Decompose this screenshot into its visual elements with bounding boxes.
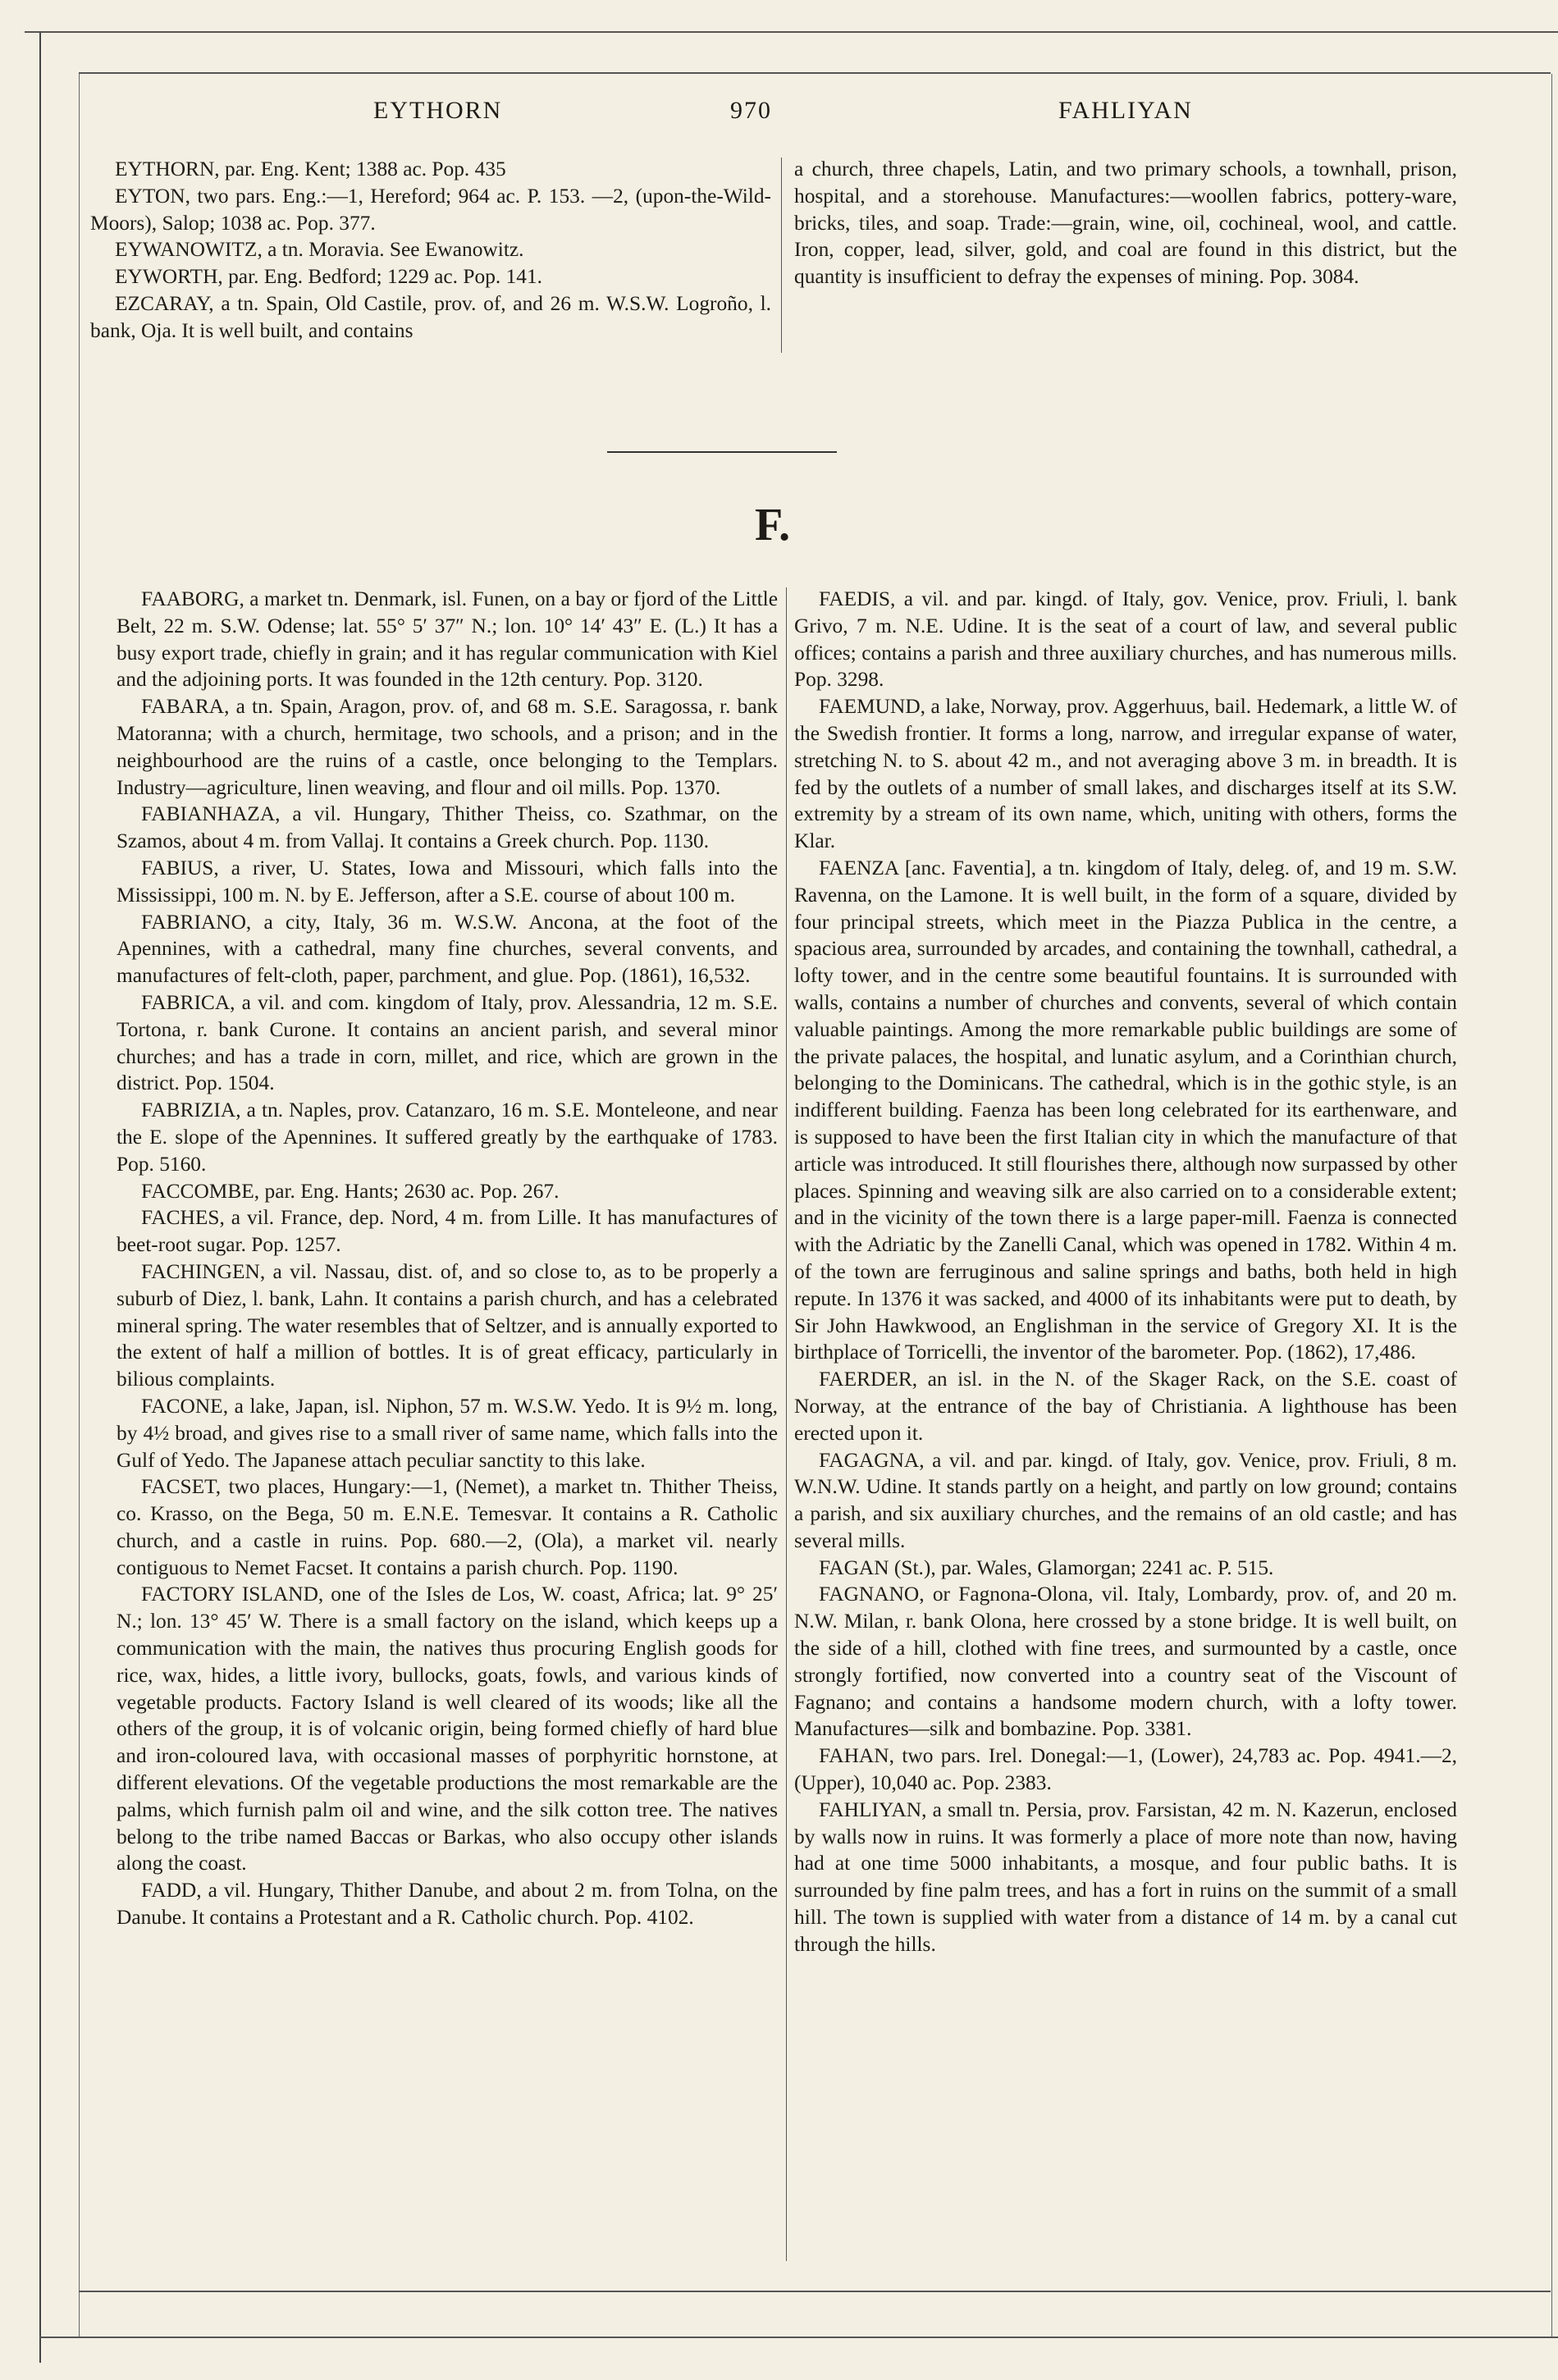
page-number: 970 xyxy=(730,97,772,124)
entry: EYWORTH, par. Eng. Bedford; 1229 ac. Pop. 141. xyxy=(115,265,543,289)
entry: FAEDIS, a vil. and par. kingd. of Italy, gov. Venice, prov. Friuli, l. bank Grivo, 7 m. N.E. Udine. It is the seat of a court of law, and several public offices; contains a parish and three auxiliary churches, and has numerous mills. Pop. 3298. xyxy=(794,587,1457,692)
section-divider-rule xyxy=(607,451,837,453)
entry: a church, three chapels, Latin, and two primary schools, a townhall, prison, hospital, and a storehouse. Manufactures:—woollen fabrics, pottery-ware, bricks, tiles, and soap. Trade:—grain, wine, oil, cochineal, wool, and cattle. Iron, copper, lead, silver, gold, and coal are found in this district, but the quantity is insufficient to defray the expenses of mining. Pop. 3084. xyxy=(794,158,1457,289)
entry: FACTORY ISLAND, one of the Isles de Los, W. coast, Africa; lat. 9° 25′ N.; lon. 13° 45′ W. There is a small factory on the island, which keeps up a communication with the main, the natives thus procuring English goods for rice, wax, hides, a little ivory, bullocks, goats, fowls, and various kinds of vegetable products. Factory Island is well cleared of its woods; like all the others of the group, it is of volcanic origin, being formed chiefly of hard blue and iron-coloured lava, with occasional masses of porphyritic hornstone, at different elevations. Of the vegetable productions the most remarkable are the palms, which furnish palm oil and wine, and the silk cotton tree. The natives belong to the tribe named Baccas or Barkas, who also occupy other islands along the coast. xyxy=(117,1583,778,1875)
main-left-column xyxy=(117,586,778,1931)
entry: EZCARAY, a tn. Spain, Old Castile, prov. of, and 26 m. W.S.W. Logroño, l. bank, Oja. It is well built, and contains xyxy=(90,291,771,342)
entry: EYWANOWITZ, a tn. Moravia. See Ewanowitz. xyxy=(115,238,524,262)
entry: FACHES, a vil. France, dep. Nord, 4 m. from Lille. It has manufactures of beet-root sugar. Pop. 1257. xyxy=(117,1206,778,1257)
entry: FAEMUND, a lake, Norway, prov. Aggerhuus, bail. Hedemark, a little W. of the Swedish frontier. It forms a long, narrow, and irregular expanse of water, stretching N. to S. about 42 m., and not averaging above 3 m. in breadth. It is fed by the outlets of a number of small lakes, and discharges itself at its S.W. extremity by a stream of its own name, which, uniting with others, forms the Klar. xyxy=(794,695,1457,853)
entry: FABARA, a tn. Spain, Aragon, prov. of, and 68 m. S.E. Saragossa, r. bank Matoranna; with a church, hermitage, two schools, and a prison; and in the neighbourhood are the ruins of a castle, once belonging to the Templars. Industry—agriculture, linen weaving, and flour and oil mills. Pop. 1370. xyxy=(117,695,778,799)
entry: FACHINGEN, a vil. Nassau, dist. of, and so close to, as to be properly a suburb of Diez, l. bank, Lahn. It contains a parish church, and has a celebrated mineral spring. The water resembles that of Seltzer, and is annually exported to the extent of half a million of bottles. It is of great efficacy, particularly in bilious complaints. xyxy=(117,1259,778,1391)
top-right-column xyxy=(794,156,1457,290)
running-head-left: EYTHORN xyxy=(373,97,503,124)
section-letter: F. xyxy=(755,500,791,550)
entry: FABRICA, a vil. and com. kingdom of Italy, prov. Alessandria, 12 m. S.E. Tortona, r. bank Curone. It contains an ancient parish, and several minor churches; and has a trade in corn, millet, and rice, which are grown in the district. Pop. 1504. xyxy=(117,990,778,1095)
bottom-rule-outer xyxy=(39,2337,1558,2338)
entry: FAHLIYAN, a small tn. Persia, prov. Farsistan, 42 m. N. Kazerun, enclosed by walls now in ruins. It was formerly a place of more note than now, having had at one time 5000 inhabitants, a mosque, and four public baths. It is surrounded by fine palm trees, and has a fort in ruins on the summit of a small hill. The town is supplied with water from a distance of 14 m. by a canal cut through the hills. xyxy=(794,1798,1457,1956)
entry: FAGAN (St.), par. Wales, Glamorgan; 2241 ac. P. 515. xyxy=(819,1555,1274,1579)
running-head-right: FAHLIYAN xyxy=(1058,97,1193,124)
entry: FABRIZIA, a tn. Naples, prov. Catanzaro, 16 m. S.E. Monteleone, and near the E. slope of the Apennines. It suffered greatly by the earthquake of 1783. Pop. 5160. xyxy=(117,1099,778,1176)
main-right-column xyxy=(794,586,1457,1958)
entry: FABIANHAZA, a vil. Hungary, Thither Theiss, co. Szathmar, on the Szamos, about 4 m. from Vallaj. It contains a Greek church. Pop. 1130. xyxy=(117,802,778,853)
top-column-divider xyxy=(781,158,782,353)
entry: FAERDER, an isl. in the N. of the Skager Rack, on the S.E. coast of Norway, at the entrance of the bay of Christiania. A lighthouse has been erected upon it. xyxy=(794,1368,1457,1445)
entry: FAGAGNA, a vil. and par. kingd. of Italy, gov. Venice, prov. Friuli, 8 m. W.N.W. Udine. It stands partly on a height, and partly on low ground; contains a parish, and six auxiliary churches, and the remains of an old castle; and has several mills. xyxy=(794,1448,1457,1552)
entry: FAGNANO, or Fagnona-Olona, vil. Italy, Lombardy, prov. of, and 20 m. N.W. Milan, r. bank Olona, here crossed by a stone bridge. It is well built, on the side of a hill, clothed with fine trees, and surmounted by a castle, once strongly fortified, now converted into a country seat of the Viscount of Fagnano; and contains a handsome modern church, with a lofty tower. Manufactures—silk and bombazine. Pop. 3381. xyxy=(794,1583,1457,1741)
entry: FADD, a vil. Hungary, Thither Danube, and about 2 m. from Tolna, on the Danube. It contains a Protestant and a R. Catholic church. Pop. 4102. xyxy=(117,1879,778,1930)
entry: EYTON, two pars. Eng.:—1, Hereford; 964 ac. P. 153. —2, (upon-the-Wild-Moors), Salop; 1038 ac. Pop. 377. xyxy=(90,184,771,235)
entry: FAENZA [anc. Faventia], a tn. kingdom of Italy, deleg. of, and 19 m. S.W. Ravenna, on the Lamone. It is well built, in the form of a square, divided by four principal streets, which meet in the Piazza Publica in the centre, a spacious area, surrounded by arcades, and containing the townhall, cathedral, a lofty tower, and in the centre some beautiful fountains. It is surrounded with walls, contains a number of churches and convents, several of which contain valuable paintings. Among the more remarkable public buildings are some of the private palaces, the hospital, and lunatic asylum, and a Corinthian church, belonging to the Dominicans. The cathedral, which is in the gothic style, is an indifferent building. Faenza has been long celebrated for its earthenware, and is supposed to have been the first Italian city in which the manufacture of that article was introduced. It still flourishes there, although now surpassed by other places. Spinning and weaving silk are also carried on to a considerable extent; and in the vicinity of the town there is a large paper-mill. Faenza is connected with the Adriatic by the Zanelli Canal, which was opened in 1782. Within 4 m. of the town are ferruginous and saline springs and baths, both held in high repute. In 1376 it was sacked, and 4000 of its inhabitants were put to death, by Sir John Hawkwood, an Englishman in the service of Gregory XI. It is the birthplace of Torricelli, the inventor of the barometer. Pop. (1862), 17,486. xyxy=(794,856,1457,1364)
entry: FACONE, a lake, Japan, isl. Niphon, 57 m. W.S.W. Yedo. It is 9½ m. long, by 4½ broad, and gives rise to a small river of same name, which falls into the Gulf of Yedo. The Japanese attach peculiar sanctity to this lake. xyxy=(117,1394,778,1472)
entry: FABRIANO, a city, Italy, 36 m. W.S.W. Ancona, at the foot of the Apennines, with a cathedral, many fine churches, several convents, and manufactures of felt-cloth, paper, parchment, and glue. Pop. (1861), 16,532. xyxy=(117,910,778,988)
entry: FACSET, two places, Hungary:—1, (Nemet), a market tn. Thither Theiss, co. Krasso, on the Bega, 50 m. E.N.E. Temesvar. It contains a R. Catholic church, and a castle in ruins. Pop. 680.—2, (Ola), a market vil. nearly contiguous to Nemet Facset. It contains a parish church. Pop. 1190. xyxy=(117,1475,778,1579)
entry: FACCOMBE, par. Eng. Hants; 2630 ac. Pop. 267. xyxy=(141,1179,560,1203)
entry: FAHAN, two pars. Irel. Donegal:—1, (Lower), 24,783 ac. Pop. 4941.—2, (Upper), 10,040 ac. Pop. 2383. xyxy=(794,1744,1457,1795)
entry: FAABORG, a market tn. Denmark, isl. Funen, on a bay or fjord of the Little Belt, 22 m. S.W. Odense; lat. 55° 5′ 37″ N.; lon. 10° 14′ 43″ E. (L.) It has a busy export trade, chiefly in grain; and it has regular communication with Kiel and the adjoining ports. It was founded in the 12th century. Pop. 3120. xyxy=(117,587,778,692)
bottom-rule-inner xyxy=(79,2291,1551,2292)
entry: FABIUS, a river, U. States, Iowa and Missouri, which falls into the Mississippi, 100 m. N. by E. Jefferson, after a S.E. course of about 100 m. xyxy=(117,856,778,907)
entry: EYTHORN, par. Eng. Kent; 1388 ac. Pop. 435 xyxy=(115,158,506,180)
main-column-divider xyxy=(786,587,787,2261)
top-left-column xyxy=(90,156,771,345)
